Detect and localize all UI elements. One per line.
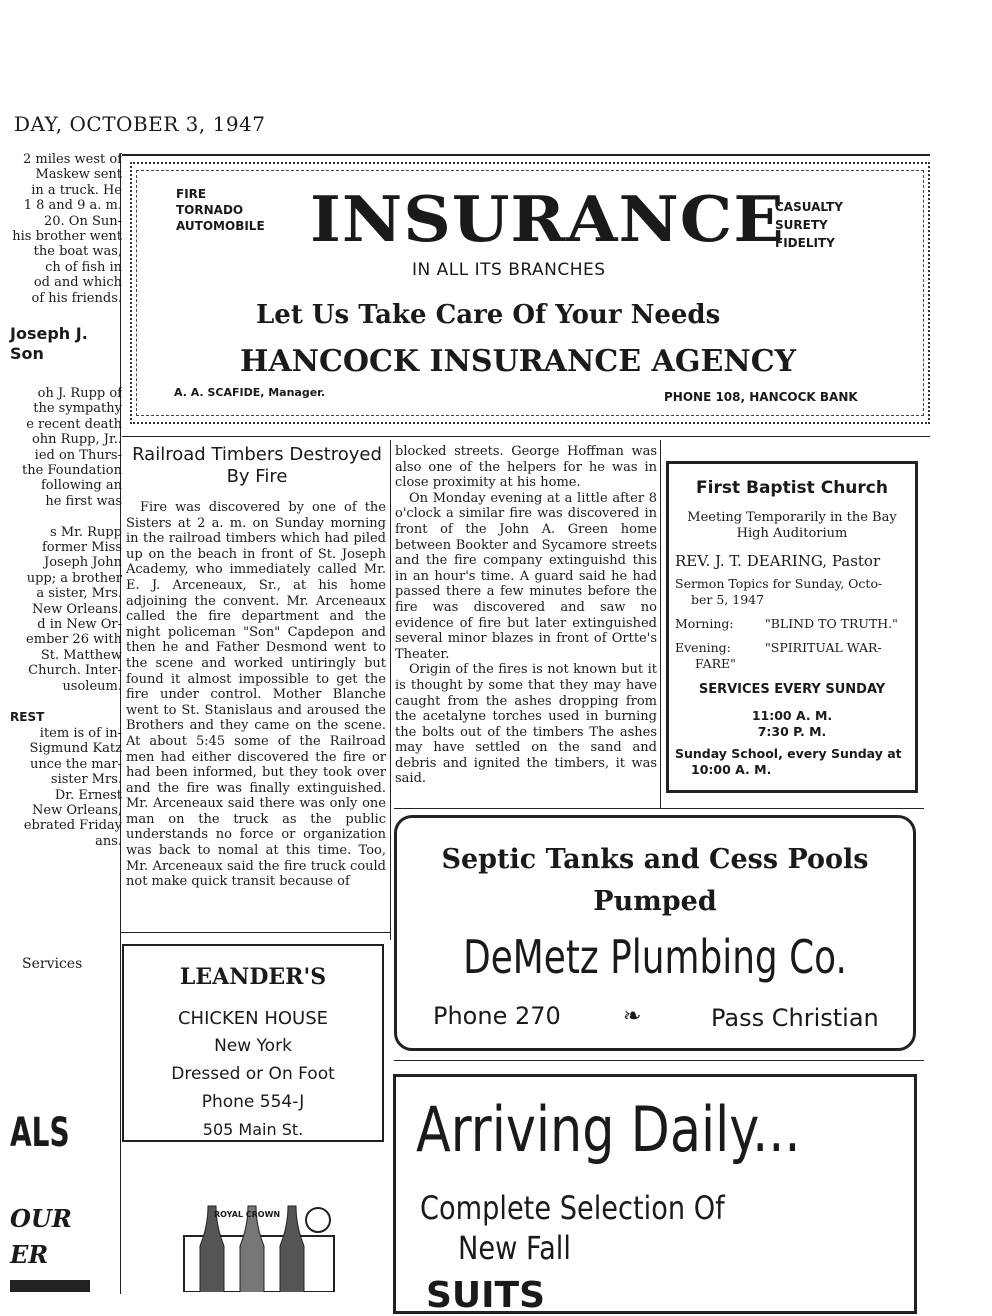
article-headline: Railroad Timbers Destroyed By Fire [132,444,382,487]
our-text: OUR [10,1204,72,1233]
church-meeting-1: Meeting Temporarily in the Bay [687,510,897,525]
text-line: he first was [45,493,122,509]
column-rule-right [660,440,661,808]
leander-line-2: New York [214,1036,292,1056]
text-line: Maskew sent [35,167,122,183]
services-text: Services [22,956,83,972]
church-sermon-2: ber 5, 1947 [691,592,765,607]
insurance-branches: IN ALL ITS BRANCHES [412,260,606,280]
text-line: ans. [95,833,122,849]
text-line: in a truck. He [31,182,122,198]
arriving-headline: Arriving Daily... [416,1093,801,1166]
text-line: Joseph John [43,555,122,571]
church-evening-label: Evening: [675,640,731,655]
text-line: following an [40,478,122,494]
text-line: New Orleans, [32,803,122,819]
arriving-line-1: Complete Selection Of [420,1189,725,1227]
septic-line-1: Septic Tanks and Cess Pools [441,844,869,875]
insurance-phone: PHONE 108, HANCOCK BANK [664,390,858,404]
arriving-line-3: SUITS [426,1275,546,1316]
text-line: ohn Rupp, Jr.. [31,432,122,448]
text-line: his brother went [12,229,122,245]
insurance-title: INSURANCE [310,181,785,257]
als-text: ALS [10,1110,70,1156]
article-bottom-rule [120,932,390,933]
church-time-2: 7:30 P. M. [757,724,827,739]
church-sermon-1: Sermon Topics for Sunday, Octo- [675,576,883,591]
top-rule [122,154,930,156]
leander-line-3: Dressed or On Foot [171,1064,335,1084]
left-column-bottom [4,726,122,849]
text-line: Sigmund Katz [29,741,122,757]
septic-company: DeMetz Plumbing Co. [463,930,847,984]
text-line: the boat was, [33,244,122,260]
text-line: Dr. Ernest [54,787,122,803]
text-line: St. Matthew [40,647,122,663]
text-line: the sympathy [33,401,122,417]
church-pastor: REV. J. T. DEARING, Pastor [675,552,881,570]
arriving-ad [393,1074,917,1314]
text-line: of his friends. [31,290,122,306]
article-column-1: Fire was discovered by one of the Sisters at 2 a. m. on Sunday morning in the railroad timbers which had piled up on the beach in front of St. Joseph Academy, who immediately called Mr. E. J. Arceneaux, Sr., at his home adjoining the convent. Mr. Arceneaux called the fire department and the night policeman "Son" Capdepon and then he and Father Desmond went to the scene and worked untiringly but found it almost impossible to get the fire under control. Mother Blanche went to St. Stanislaus and aroused the Brothers and they came on the scene. At about 5:45 some of the Railroad men had either discovered the fire or had been informed, but they took over and the fire was finally extinguished. Mr. Arceneaux said there was only one man on the truck as the public understands no force or organization was back to nomal at this time. Too, Mr. Arceneaux said the fire truck could not make quick transit because of [126,500,386,890]
insurance-types-left: FIRE TORNADO AUTOMOBILE [176,187,265,233]
insurance-slogan: Let Us Take Care Of Your Needs [256,300,721,330]
church-meeting-2: High Auditorium [736,526,848,541]
text-line: s Mr. Rupp [50,524,122,540]
church-services: SERVICES EVERY SUNDAY [698,682,886,697]
septic-location: Pass Christian [711,1004,879,1032]
leander-name: LEANDER'S [179,964,327,990]
text-line: usoleum. [62,678,122,694]
left-column-subheading: REST [10,710,45,724]
text-line: e recent death [26,416,122,432]
text-line: item is of in- [39,726,122,741]
text-line: the Foundation [22,463,122,479]
text-line: Church. Inter- [28,663,122,679]
septic-line-2: Pumped [593,886,717,917]
church-time-1: 11:00 A. M. [751,708,833,723]
article-column-2: blocked streets. George Hoffman was also one of the helpers for he was in close proximity at his home. On Monday evening at a little after 8 o'clock a similar fire was discovered in front of the John A. Green home between Bookter and Sycamore streets and the fire company extinguishd this in an hour's time. A guard said he had passed there a few minutes before the fire was discovered and saw no evidence of fire but later extinguished several minor blazes in front of Ortte's Theater. Origin of the fires is not known but it is thought by some that they may have caught from the ashes dropping from the acetalyne torches used in burning the bolts out of the timbers The ashes may have settled on the sand and debris and ignited the timbers, it was said. [395,444,657,787]
leander-line-5: 505 Main St. [202,1120,304,1139]
er-text: ER [10,1240,49,1269]
left-column-top [4,152,122,306]
church-school-1: Sunday School, every Sunday at [675,746,902,761]
church-morning-label: Morning: [675,616,734,631]
text-line: od and which [33,275,122,291]
church-school-2: 10:00 A. M. [691,762,772,777]
church-evening-topic-1: "SPIRITUAL WAR- [765,640,882,655]
text-line: 20. On Sun- [43,213,122,229]
text-line: ied on Thurs- [34,447,122,463]
insurance-manager: A. A. SCAFIDE, Manager. [174,386,326,399]
leander-line-4: Phone 554-J [201,1092,305,1112]
septic-ad [394,815,916,1051]
insurance-bottom-rule [122,436,930,437]
septic-phone: Phone 270 [433,1002,561,1030]
text-line: 1 8 and 9 a. m. [23,198,122,214]
insurance-agency-name: HANCOCK INSURANCE AGENCY [240,344,797,379]
arriving-line-2: New Fall [458,1229,571,1267]
text-line: New Orleans. [32,601,122,617]
leander-line-1: CHICKEN HOUSE [177,1008,329,1029]
left-column-heading: Joseph J. Son [10,324,88,363]
text-line: oh J. Rupp of [37,386,122,401]
blank-line [4,509,122,524]
text-line: sister Mrs. [50,772,122,788]
text-line: ch of fish in [45,259,122,275]
column-rule-mid [390,440,391,940]
church-morning-topic: "BLIND TO TRUTH." [765,616,898,631]
church-evening-topic-2: FARE" [695,656,736,671]
text-line: unce the mar- [30,756,122,772]
dateline: DAY, OCTOBER 3, 1947 [14,112,266,136]
bottle-ad [180,1196,340,1292]
text-line: former Miss [41,540,122,556]
text-line: upp; a brother [26,570,122,586]
church-title: First Baptist Church [696,478,888,498]
ornament-icon: ❧ [623,1004,642,1029]
septic-bottom-rule [394,1060,924,1061]
text-line: a sister, Mrs. [36,586,122,602]
left-column-mid [4,386,122,694]
bottle-label: ROYAL CROWN [214,1210,281,1219]
text-line: d in New Or- [37,617,122,633]
insurance-types-right: CASUALTY SURETY FIDELITY [775,200,843,250]
church-notice [666,461,918,793]
text-line: ember 26 with [26,632,122,648]
cut-heading-fragment [10,1280,90,1292]
septic-top-rule [394,808,924,809]
leander-ad [122,944,384,1142]
text-line: 2 miles west of [22,152,122,167]
text-line: ebrated Friday [23,818,122,834]
